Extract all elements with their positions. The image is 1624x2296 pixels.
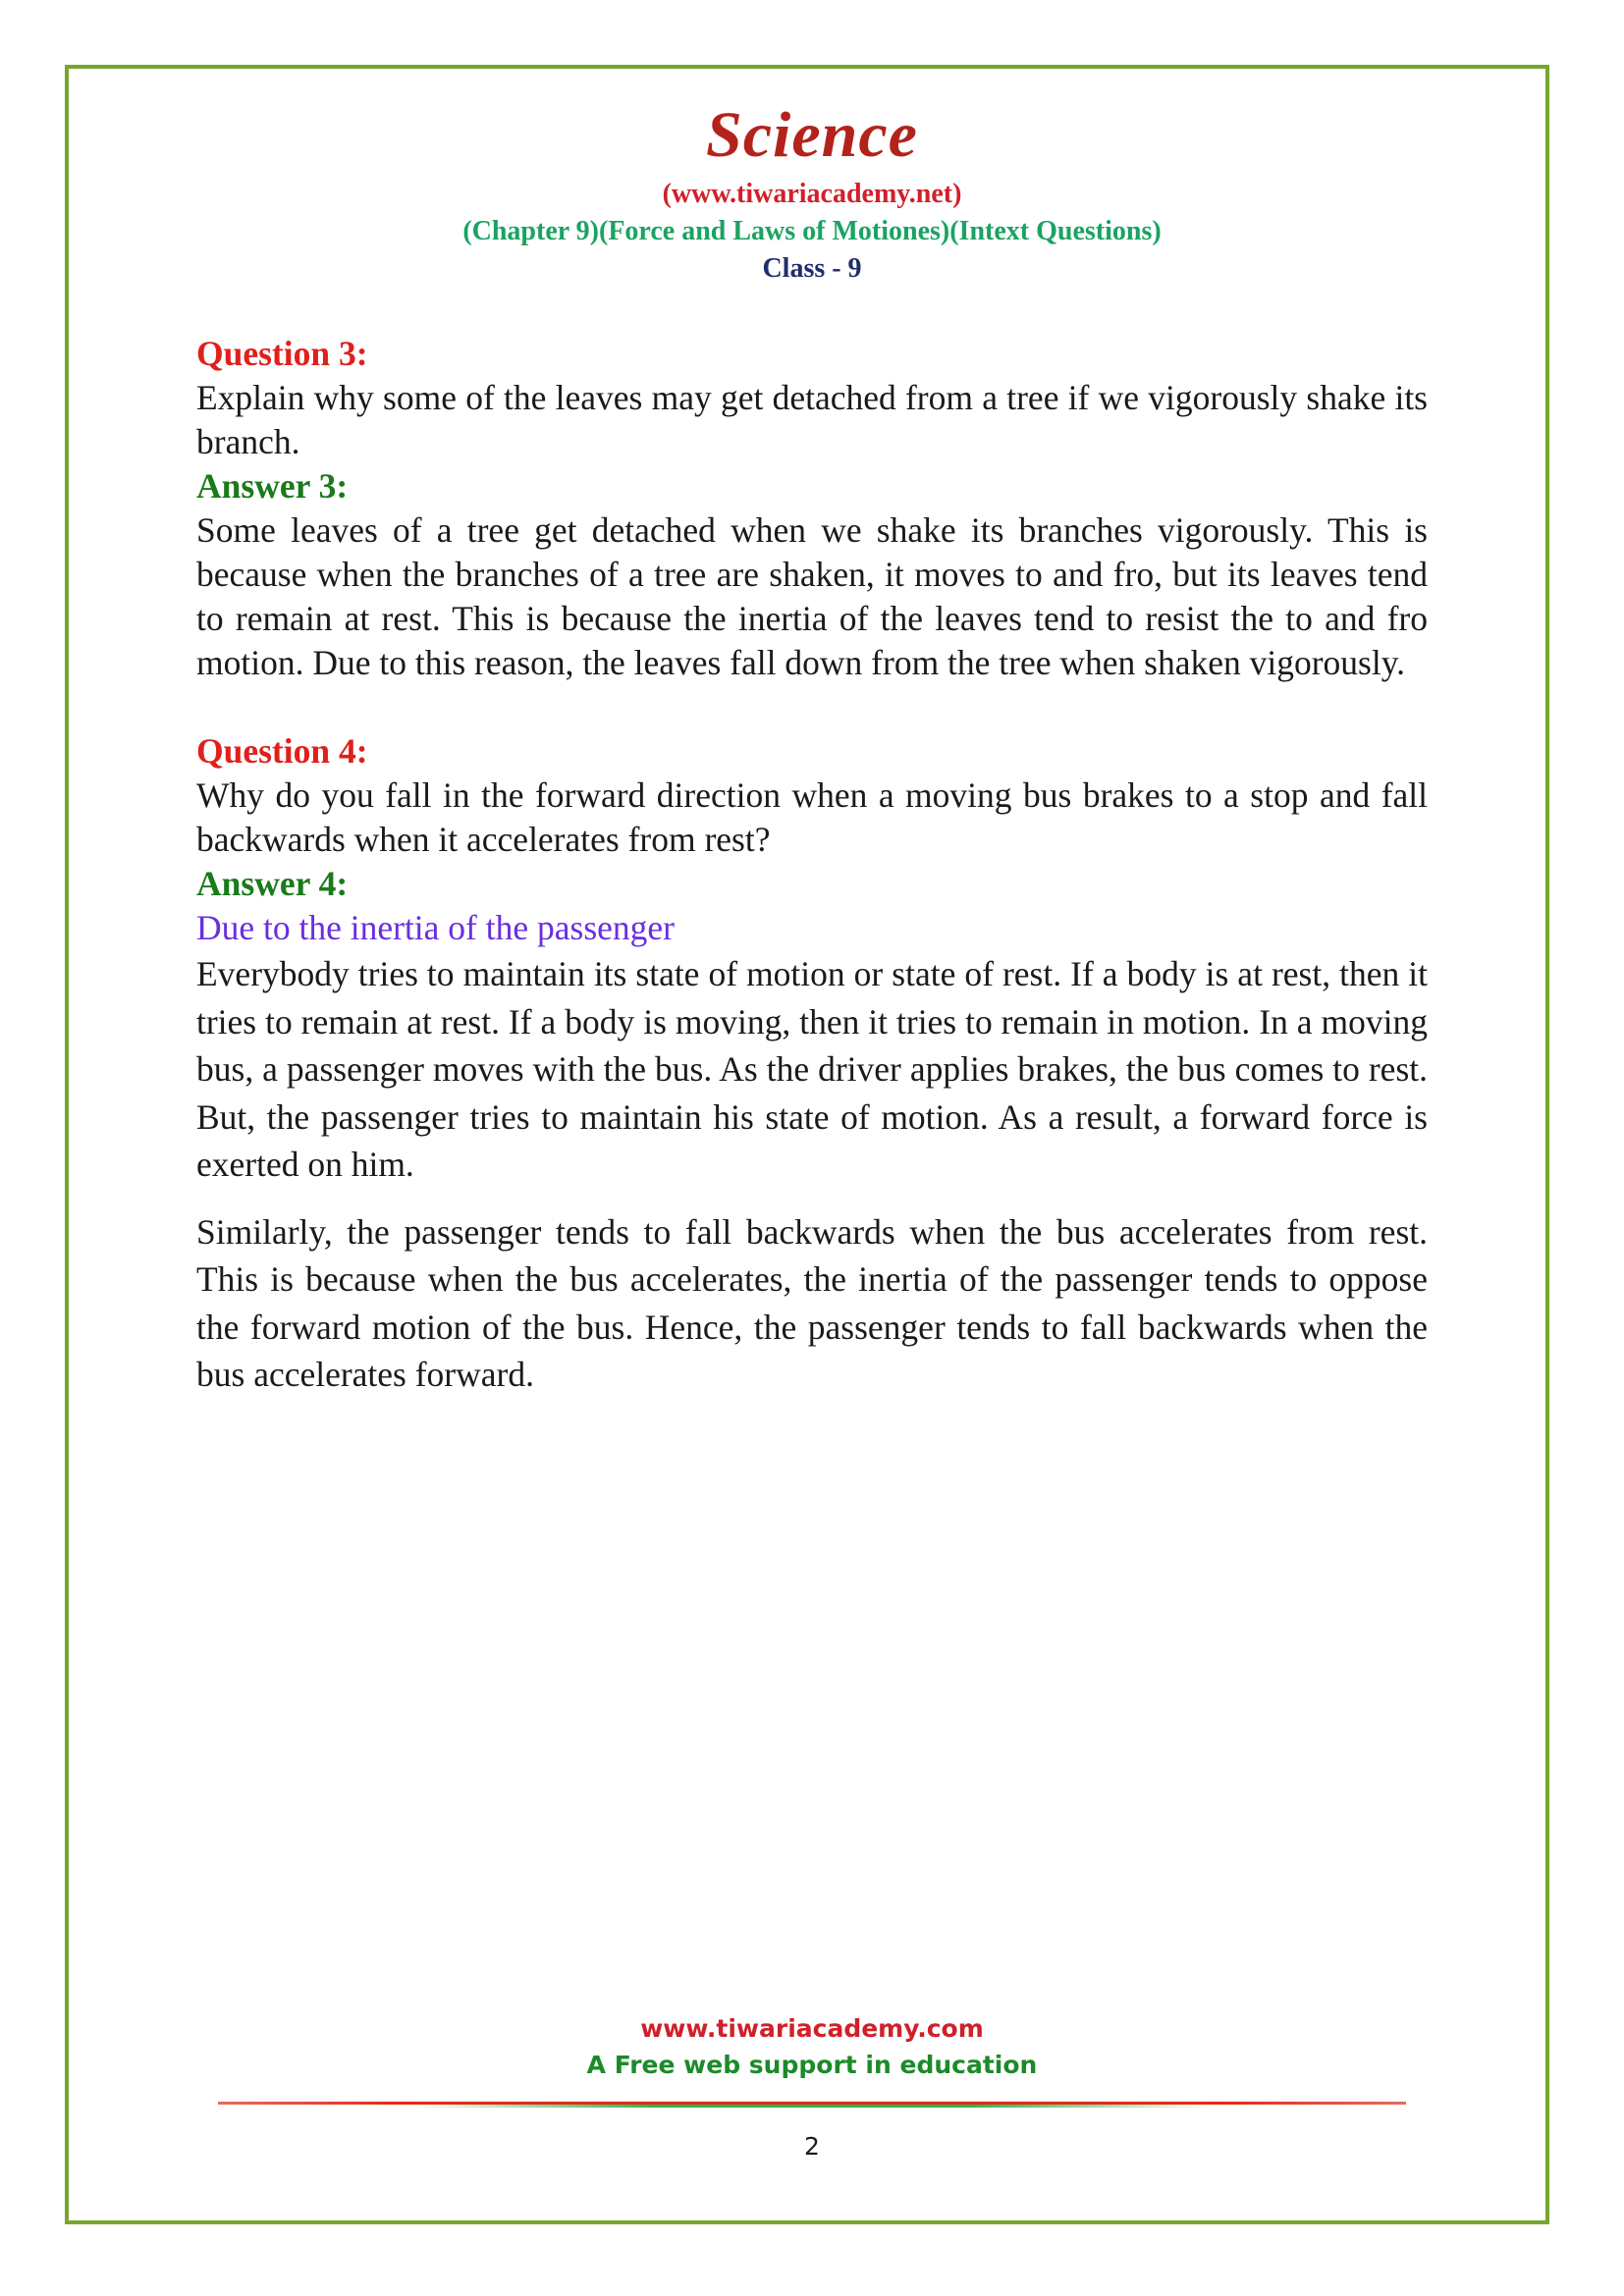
answer-4-label: Answer 4: xyxy=(196,864,349,903)
footer-tagline: A Free web support in education xyxy=(586,2051,1038,2079)
question-4-label: Question 4: xyxy=(196,731,368,771)
answer-4-heading: Due to the inertia of the passenger xyxy=(196,908,675,947)
page-title: Science xyxy=(706,99,918,171)
main-content xyxy=(196,332,1428,1399)
paragraph-spacer xyxy=(196,1189,1428,1208)
answer-4-paragraph-1: Everybody tries to maintain its state of motion or state of rest. If a body is at rest, then it tries to remain at rest. If a body is moving, then it tries to remain in motion. In a moving bus, a passenger moves with the bus. As the driver applies brakes, the bus comes to rest. But, the passenger tries to maintain his state of motion. As a result, a forward force is exerted on him. xyxy=(196,954,1428,1184)
footer-website-link[interactable]: www.tiwariacademy.com xyxy=(640,2014,984,2043)
page-number: 2 xyxy=(804,2132,820,2161)
answer-4-paragraph-2: Similarly, the passenger tends to fall backwards when the bus accelerates from rest. This is because when the bus accelerates, the inertia of the passenger tends to oppose the forward motion of the bus. Hence, the passenger tends to fall backwards when the bus accelerates forward. xyxy=(196,1211,1428,1394)
question-3-label: Question 3: xyxy=(196,334,368,373)
site-link[interactable]: (www.tiwariacademy.net) xyxy=(662,179,962,209)
answer-3-label: Answer 3: xyxy=(196,466,349,506)
question-4-text: Why do you fall in the forward direction when a moving bus brakes to a stop and fall backwards when it accelerates from rest? xyxy=(196,775,1428,859)
section-spacer xyxy=(196,685,1428,729)
question-3-text: Explain why some of the leaves may get detached from a tree if we vigorously shake its branch. xyxy=(196,378,1428,461)
chapter-subtitle: (Chapter 9)(Force and Laws of Motiones)(Intext Questions) xyxy=(462,216,1162,246)
answer-3-text: Some leaves of a tree get detached when we shake its branches vigorously. This is because when the branches of a tree are shaken, it moves to and fro, but its leaves tend to remain at rest. This is because the inertia of the leaves tend to resist the to and fro motion. Due to this reason, the leaves fall down from the tree when shaken vigorously. xyxy=(196,510,1428,682)
footer-divider xyxy=(218,2101,1406,2109)
class-label: Class - 9 xyxy=(762,253,862,284)
